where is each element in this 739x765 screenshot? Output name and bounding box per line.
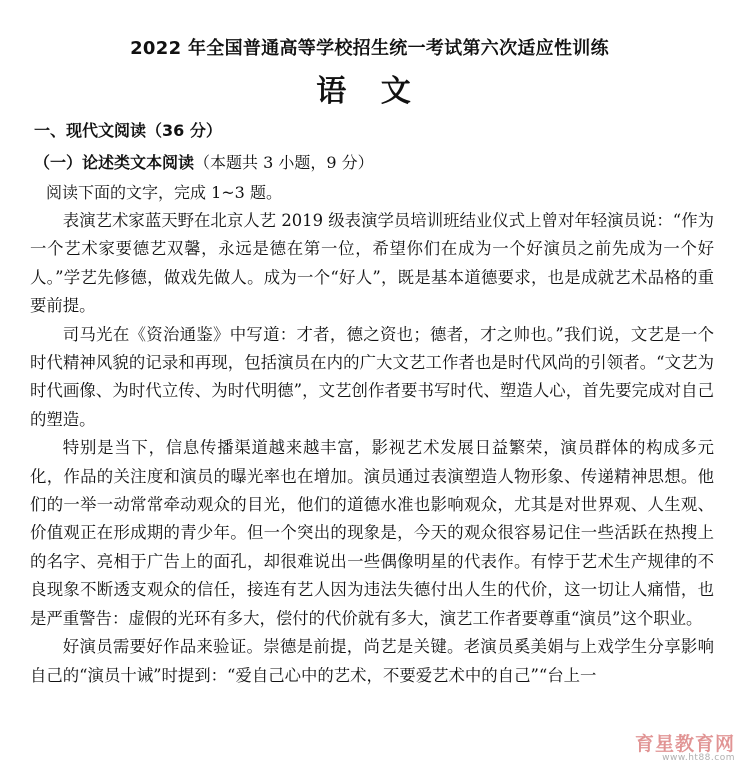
reading-instruction: 阅读下面的文字，完成 1~3 题。 [46,183,282,202]
watermark-url: www.ht88.com [662,753,735,763]
paragraph-4: 好演员需要好作品来验证。崇德是前提，尚艺是关键。老演员奚美娟与上戏学生分享影响自己的“演员十诫”时提到：“爱自己心中的艺术，不要爱艺术中的自己”“台上一 [30,637,714,685]
watermark-logo [635,729,735,763]
subsection-note: （本题共 3 小题，9 分） [194,153,374,172]
paragraph-2: 司马光在《资治通鉴》中写道：才者，德之资也；德者，才之帅也。”我们说，文艺是一个时代精神风貌的记录和再现，包括演员在内的广大文艺工作者也是时代风尚的引领者。“文艺为时代画像、为时代立传、为时代明德”，文艺创作者要书写时代、塑造人心，首先要完成对自己的塑造。 [30,324,714,429]
watermark-text: 育星教育网 [634,733,735,755]
section-heading: 一、现代文阅读（36 分） [34,121,222,140]
paragraph-3: 特别是当下，信息传播渠道越来越丰富，影视艺术发展日益繁荣，演员群体的构成多元化，作品的关注度和演员的曝光率也在增加。演员通过表演塑造人物形象、传递精神思想。他们的一举一动常常牵动观众的目光，他们的道德水准也影响观众，尤其是对世界观、人生观、价值观正在形成期的青少年。但一个突出的现象是，今天的观众很容易记住一些活跃在热搜上的名字、亮相于广告上的面孔，却很难说出一些偶像明星的代表作。有悖于艺术生产规律的不良现象不断透支观众的信任，接连有艺人因为违法失德付出人生的代价，这一切让人痛惜，也是严重警告：虚假的光环有多大，偿付的代价就有多大，演艺工作者要尊重“演员”这个职业。 [30,438,714,628]
reading-passage [30,207,714,690]
subsection-heading [34,150,374,173]
subsection-title: （一）论述类文本阅读 [34,153,195,172]
subject-title: 语 文 [316,74,423,109]
paragraph-1: 表演艺术家蓝天野在北京人艺 2019 级表演学员培训班结业仪式上曾对年轻演员说：“作为一个艺术家要德艺双馨，永远是德在第一位，希望你们在成为一个好演员之前先成为一个好人。”学艺先修德，做戏先做人。成为一个“好人”，既是基本道德要求，也是成就艺术品格的重要前提。 [30,211,714,316]
exam-title: 2022 年全国普通高等学校招生统一考试第六次适应性训练 [130,38,609,59]
